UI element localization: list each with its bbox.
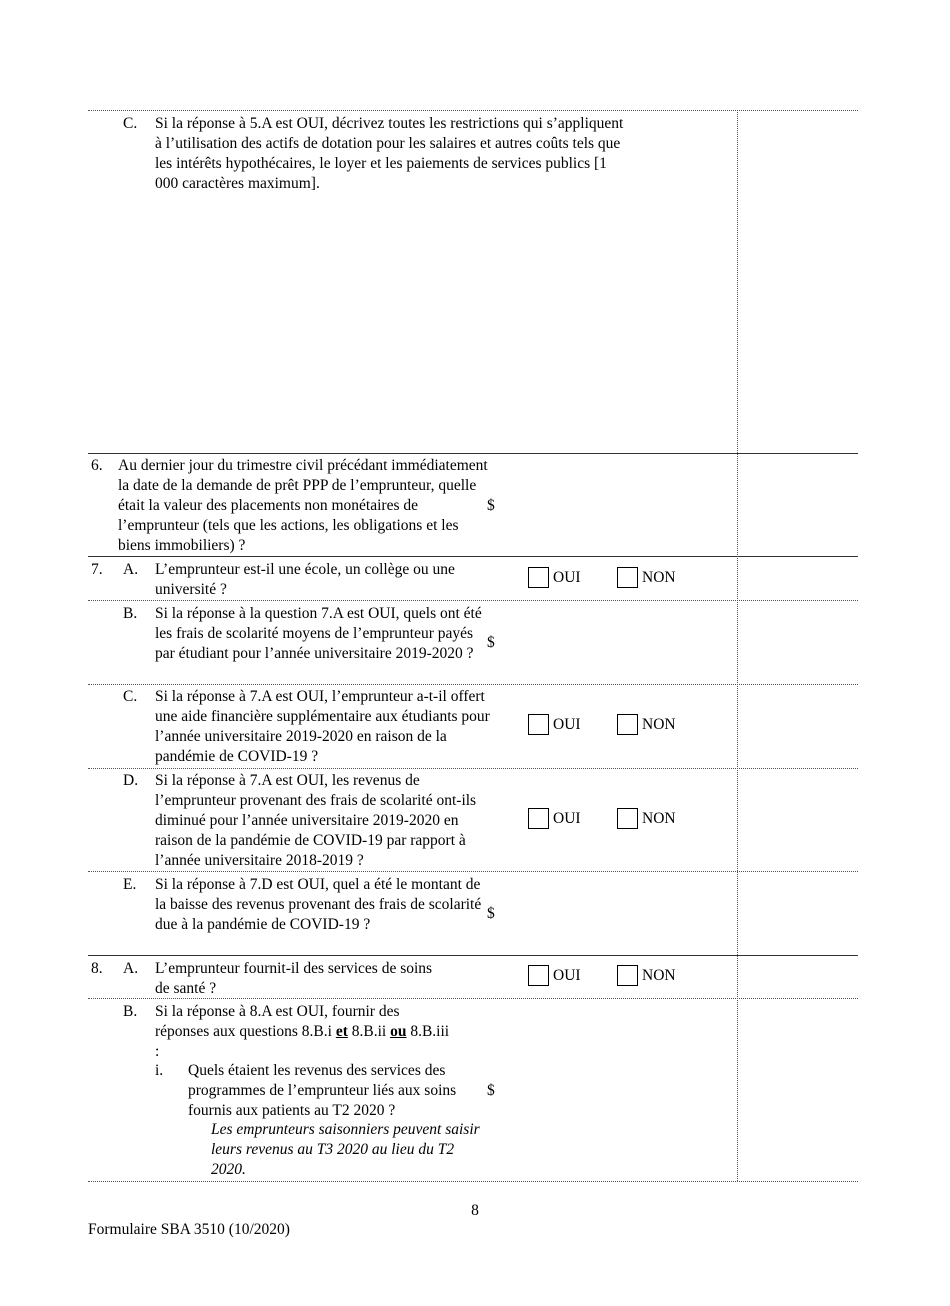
q8bi-currency: $	[487, 1082, 495, 1099]
row-divider	[88, 955, 858, 956]
q8a-letter: A.	[123, 960, 139, 977]
q8-number: 8.	[91, 960, 103, 977]
q8b-et-emphasis: et	[335, 1023, 348, 1040]
q7d-oui-option[interactable]	[528, 808, 581, 829]
q8bi-seasonal-note: Les emprunteurs saisonniers peuvent saisir leurs revenus au T3 2020 au lieu du T2 2020.	[211, 1121, 480, 1178]
q7e-question: Si la réponse à 7.D est OUI, quel a été le montant de la baisse des revenus provenant des frais de scolarité due à la pandémie de COVID-19 ?	[155, 876, 482, 933]
q7a-non-option[interactable]	[617, 567, 676, 588]
row-divider	[88, 768, 858, 769]
q8a-oui-option[interactable]	[528, 965, 581, 986]
q8b-ou-emphasis: ou	[390, 1023, 407, 1040]
q7b-letter: B.	[123, 605, 138, 622]
non-label: NON	[642, 715, 676, 733]
q5c-letter: C.	[123, 115, 138, 132]
q7d-letter: D.	[123, 772, 139, 789]
q8bi-number: i.	[155, 1062, 164, 1079]
q7d-oui-checkbox[interactable]	[528, 808, 549, 829]
row-divider	[88, 871, 858, 872]
answer-column-divider	[737, 110, 738, 1181]
q7a-oui-checkbox[interactable]	[528, 567, 549, 588]
q8a-non-option[interactable]	[617, 965, 676, 986]
form-footer: Formulaire SBA 3510 (10/2020)	[88, 1221, 290, 1238]
row-divider	[88, 556, 858, 557]
oui-label: OUI	[553, 966, 581, 984]
q7c-question: Si la réponse à 7.A est OUI, l’emprunteur a-t-il offert une aide financière supplémentaire aux étudiants pour l’année universitaire 2019-2020 en raison de la pandémie de COVID-19 ?	[155, 688, 490, 765]
oui-label: OUI	[553, 715, 581, 733]
non-label: NON	[642, 568, 676, 586]
q8a-non-checkbox[interactable]	[617, 965, 638, 986]
q7a-oui-option[interactable]	[528, 567, 581, 588]
q7c-non-option[interactable]	[617, 714, 676, 735]
q7e-currency: $	[487, 905, 495, 922]
q7d-non-option[interactable]	[617, 808, 676, 829]
q7a-non-checkbox[interactable]	[617, 567, 638, 588]
q8a-oui-checkbox[interactable]	[528, 965, 549, 986]
non-label: NON	[642, 966, 676, 984]
q8bi-question: Quels étaient les revenus des services des programmes de l’emprunteur liés aux soins fournis aux patients au T2 2020 ?	[188, 1062, 457, 1119]
page-number: 8	[471, 1202, 479, 1219]
q6-currency: $	[487, 497, 495, 514]
oui-label: OUI	[553, 809, 581, 827]
q7c-non-checkbox[interactable]	[617, 714, 638, 735]
q8b-text-part: 8.B.ii	[347, 1023, 391, 1040]
q7e-letter: E.	[123, 876, 137, 893]
q8b-text-part: 8.B.iii :	[155, 1023, 450, 1060]
row-divider	[88, 684, 858, 685]
q6-number: 6.	[91, 457, 103, 474]
q5c-question: Si la réponse à 5.A est OUI, décrivez toutes les restrictions qui s’appliquent à l’utilisation des actifs de dotation pour les salaires et autres coûts tels que les intérêts hypothécaires, le loyer et les paiements de services publics [1 000 caractères maximum].	[155, 115, 624, 192]
q8a-question: L’emprunteur fournit-il des services de soins de santé ?	[155, 960, 433, 997]
row-divider	[88, 1181, 858, 1182]
q7b-currency: $	[487, 634, 495, 651]
oui-label: OUI	[553, 568, 581, 586]
q8b-text-part: Si la réponse à 8.A est OUI, fournir des réponses aux questions 8.B.i	[155, 1003, 400, 1040]
row-divider	[88, 453, 858, 454]
q7d-question: Si la réponse à 7.A est OUI, les revenus de l’emprunteur provenant des frais de scolarité ont-ils diminué pour l’année universitaire 2019-2020 en raison de la pandémie de COVID-19 par rapport à l’année universitaire 2018-2019 ?	[155, 772, 477, 869]
q7c-oui-checkbox[interactable]	[528, 714, 549, 735]
q7c-letter: C.	[123, 688, 138, 705]
q7a-letter: A.	[123, 561, 139, 578]
q7c-oui-option[interactable]	[528, 714, 581, 735]
q8b-question	[155, 1002, 455, 1062]
q8b-letter: B.	[123, 1003, 138, 1020]
row-divider	[88, 600, 858, 601]
q7d-non-checkbox[interactable]	[617, 808, 638, 829]
q7-number: 7.	[91, 561, 103, 578]
q7a-question: L’emprunteur est-il une école, un collège ou une université ?	[155, 561, 455, 598]
non-label: NON	[642, 809, 676, 827]
row-divider	[88, 110, 858, 111]
q6-question: Au dernier jour du trimestre civil précédant immédiatement la date de la demande de prêt PPP de l’emprunteur, quelle était la valeur des placements non monétaires de l’emprunteur (tels que les actions, les obligations et les biens immobiliers) ?	[118, 457, 488, 554]
q7b-question: Si la réponse à la question 7.A est OUI, quels ont été les frais de scolarité moyens de l’emprunteur payés par étudiant pour l’année universitaire 2019-2020 ?	[155, 605, 482, 662]
